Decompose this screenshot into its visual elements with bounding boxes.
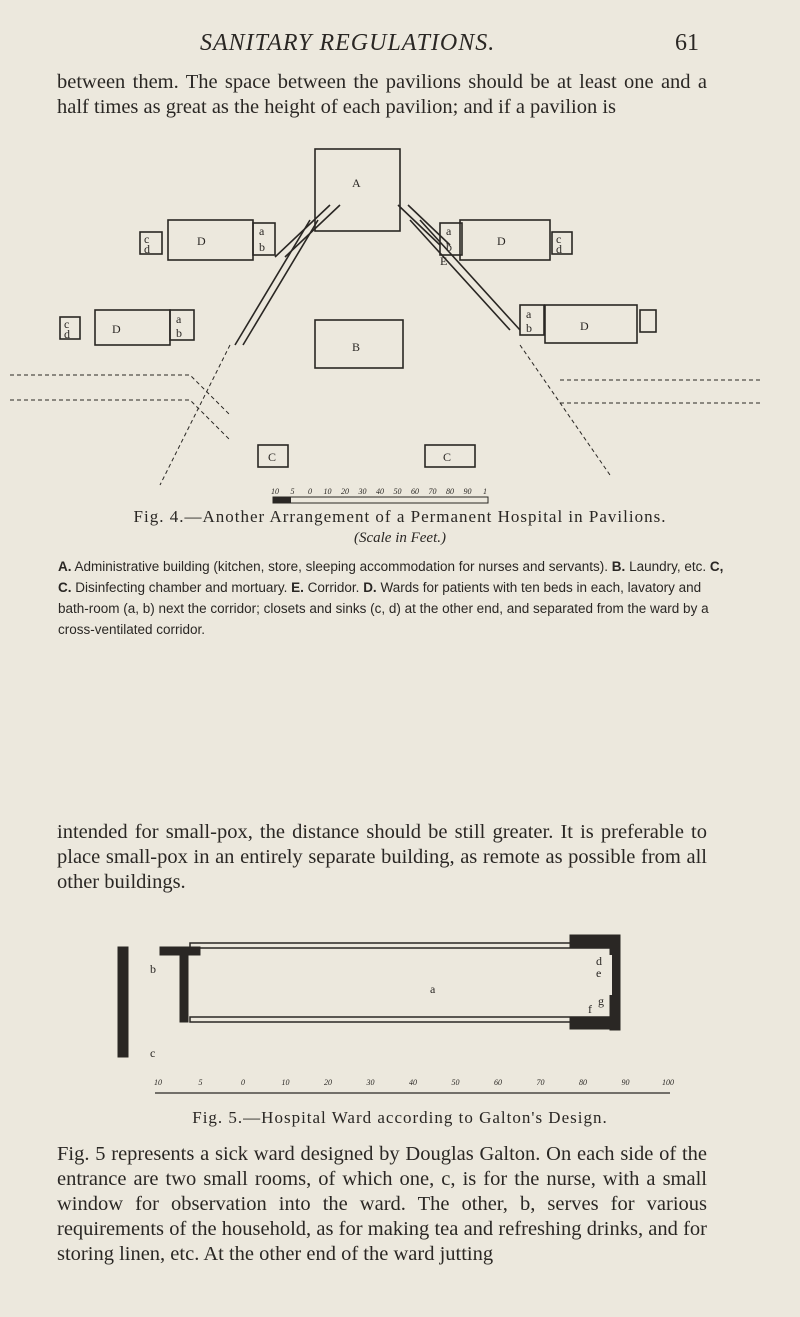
label-c-small-3: c (64, 317, 70, 331)
legend-key-c: C, C. (58, 559, 724, 595)
fig4-scale-tick-label: 40 (376, 487, 384, 496)
scale-bar-fig4 (271, 487, 488, 503)
legend-key-d: D. (363, 580, 377, 595)
label-b-1: b (259, 240, 265, 254)
legend-text-a: Administrative building (kitchen, store, sleeping accommodation for nurses and servants). (74, 559, 609, 574)
closet-block-upper-right (552, 232, 572, 254)
sanitary-tower-top (570, 935, 620, 947)
label-d-small-1: d (144, 242, 150, 256)
fig5-scale-tick-label: 0 (241, 1078, 245, 1087)
dashed-road-right (520, 345, 610, 475)
label-a: A (352, 176, 361, 190)
fig4-scale-tick-label: 80 (446, 487, 454, 496)
paragraph-1: between them. The space between the pavilions should be at least one and a half times as great as the height of each pavilion; and if a pavilion is (57, 71, 707, 118)
paragraph-2: intended for small-pox, the distance should be still greater. It is preferable to place small-pox in an entirely separate building, as remote as possible from all other buildings. (57, 821, 707, 893)
legend-text-d: Wards for patients with ten beds in each, lavatory and bath-room (a, b) next the corridor; closets and sinks (c, d) at the other end, and separated from the ward by a cross-ventilated corridor. (58, 580, 709, 637)
figure-4-plan (0, 145, 800, 515)
ward-d-upper-left (168, 220, 253, 260)
label-a-1: a (259, 224, 265, 238)
fig5-scale-tick-label: 80 (579, 1078, 587, 1087)
entrance-wall (118, 947, 128, 1057)
scale-bar-fig5 (154, 1078, 674, 1093)
label-d-small-3: d (64, 327, 70, 341)
label-f-fig5: f (588, 1002, 592, 1016)
label-b: B (352, 340, 361, 354)
building-a (315, 149, 400, 231)
ward-bottom-wall (190, 1017, 610, 1022)
legend-key-a: A. (58, 559, 72, 574)
fig4-scale-tick-label: 90 (463, 487, 472, 496)
fig4-scale-tick-label: 60 (411, 487, 419, 496)
fig5-scale-tick-label: 70 (536, 1078, 545, 1087)
label-e-fig5: e (596, 966, 602, 980)
label-b-2: b (446, 240, 452, 254)
label-b-fig5: b (150, 962, 156, 976)
label-c-small-1: c (144, 232, 150, 246)
paragraph-3: Fig. 5 represents a sick ward designed by Douglas Galton. On each side of the entrance are two small rooms, of which one, c, is for the nurse, with a small window for observation into the ward. The other, b, serves for various requirements of the household, as for making tea and refreshing drinks, and for storing linen, etc. At the other end of the ward jutting (57, 1143, 707, 1265)
fig4-scale-tick-label: 10 (323, 487, 332, 496)
label-b-4: b (526, 321, 532, 335)
fig5-scale-tick-label: 30 (366, 1078, 375, 1087)
label-a-2: a (446, 224, 452, 238)
label-e: E (440, 254, 448, 268)
legend-key-b: B. (611, 559, 626, 574)
label-b-3: b (176, 326, 182, 340)
fig5-scale-tick-label: 20 (324, 1078, 332, 1087)
dashed-path-left (10, 375, 230, 440)
corridor-lower-left (235, 220, 318, 345)
legend-text-b: Laundry, etc. (629, 559, 707, 574)
fig5-scale-tick-label: 10 (281, 1078, 290, 1087)
label-d-2: D (497, 234, 506, 248)
lavatory-lower-right (520, 305, 544, 335)
label-c-2: C (443, 450, 452, 464)
legend-key-e: E. (291, 580, 304, 595)
ward-top-wall (190, 943, 610, 948)
dashed-road-left (160, 345, 230, 485)
fig4-scale-tick-label: 1 (483, 487, 487, 496)
figure-4-caption: Fig. 4.—Another Arrangement of a Permanent Hospital in Pavilions. (133, 507, 667, 526)
figure-4-legend (58, 556, 726, 640)
fig5-scale-tick-label: 90 (621, 1078, 630, 1087)
label-a-fig5: a (430, 982, 436, 996)
figure-4-scale-note: (Scale in Feet.) (353, 530, 447, 546)
ward-d-lower-right (545, 305, 637, 343)
sanitary-tower-bottom (570, 1017, 620, 1029)
fig4-scale-tick-label: 10 (271, 487, 279, 496)
label-d-4: D (580, 319, 589, 333)
legend-text-e: Corridor. (307, 580, 360, 595)
figure-5-plan (100, 925, 740, 1105)
fig4-scale-tick-label: 0 (308, 487, 312, 496)
fig4-scale-tick-label: 30 (358, 487, 367, 496)
label-d-small-2: d (556, 242, 562, 256)
fig5-scale-tick-label: 5 (198, 1078, 203, 1087)
fig4-scale-tick-label: 70 (428, 487, 437, 496)
label-d-1: D (197, 234, 206, 248)
fig5-scale-tick-label: 40 (409, 1078, 417, 1087)
fig4-scale-tick-label: 20 (341, 487, 349, 496)
label-a-3: a (176, 312, 182, 326)
label-d-3: D (112, 322, 121, 336)
fig5-scale-tick-label: 10 (154, 1078, 162, 1087)
label-g-fig5: g (598, 994, 604, 1008)
ward-d-lower-left (95, 310, 170, 345)
label-a-4: a (526, 307, 532, 321)
fig5-scale-tick-label: 100 (662, 1078, 674, 1087)
fig4-scale-tick-label: 50 (393, 487, 402, 496)
running-title: SANITARY REGULATIONS. (200, 30, 496, 56)
room-b-side-wall (180, 947, 188, 1022)
closet-block-lower-right (640, 310, 656, 332)
dashed-path-right (560, 380, 760, 403)
fig5-scale-tick-label: 60 (494, 1078, 502, 1087)
figure-5-caption: Fig. 5.—Hospital Ward according to Galton's Design. (192, 1108, 608, 1127)
label-c-1: C (268, 450, 277, 464)
label-d-fig5: d (596, 954, 602, 968)
fig5-scale-tick-label: 50 (451, 1078, 460, 1087)
lavatory-lower-left (170, 310, 194, 340)
label-c-fig5: c (150, 1046, 156, 1060)
legend-text-c: Disinfecting chamber and mortuary. (75, 580, 288, 595)
fig4-scale-tick-label: 5 (290, 487, 295, 496)
closet-block-lower-left (60, 317, 80, 339)
label-c-small-2: c (556, 232, 562, 246)
page-header (0, 30, 800, 60)
page-number: 61 (675, 30, 699, 56)
